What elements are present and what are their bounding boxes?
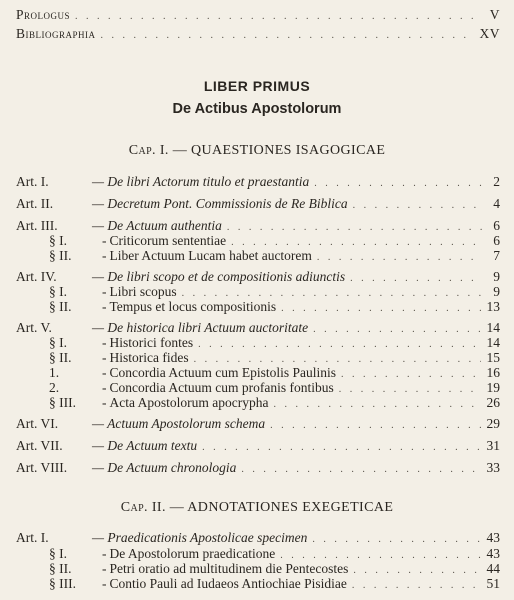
leader-dots <box>273 395 480 413</box>
chapter-heading-2 <box>0 500 514 516</box>
entry-page: 4 <box>493 196 500 211</box>
toc-entry-bibliographia <box>16 26 500 44</box>
entry-title: — Decretum Pont. Commissionis de Re Biblica <box>92 196 348 211</box>
entry-title: — De libri scopo et de compositionis adiunctis <box>92 269 346 284</box>
entry-title: Historici fontes <box>109 335 194 350</box>
article-number: Art. V. <box>16 320 52 335</box>
section-number: § II. <box>49 248 72 263</box>
chapter-title: — QUAESTIONES ISAGOGICAE <box>172 143 386 158</box>
toc-article-entry <box>16 438 500 456</box>
entry-title: — Praedicationis Apostolicae specimen <box>92 530 308 545</box>
entry-title: Libri scopus <box>109 284 177 299</box>
article-number: Art. VIII. <box>16 460 68 475</box>
leader-dots <box>314 174 482 192</box>
toc-section-entry <box>16 395 500 413</box>
section-number: § I. <box>49 546 67 561</box>
separator-dash: - <box>102 395 107 410</box>
leader-dots <box>352 576 481 594</box>
chapter-title: — ADNOTATIONES EXEGETICAE <box>169 500 394 515</box>
entry-page: 2 <box>493 174 500 189</box>
entry-title: — De libri Actorum titulo et praestantia <box>92 174 310 189</box>
entry-title: — Actuum Apostolorum schema <box>92 416 266 431</box>
entry-title: De Apostolorum praedicatione <box>109 546 276 561</box>
section-number: § I. <box>49 233 67 248</box>
entry-page: 33 <box>486 460 500 475</box>
entry-title: Contio Pauli ad Iudaeos Antiochiae Pisidiae <box>109 576 347 591</box>
entry-page: XV <box>479 26 500 41</box>
toc-section-entry <box>16 299 500 317</box>
separator-dash: - <box>102 335 107 350</box>
entry-label: Prologus <box>16 7 71 22</box>
entry-title: Tempus et locus compositionis <box>109 299 277 314</box>
entry-page: 19 <box>486 380 500 395</box>
separator-dash: - <box>102 546 107 561</box>
article-number: Art. I. <box>16 174 49 189</box>
toc-section-entry <box>16 576 500 594</box>
entry-title: — De Actuum chronologia <box>92 460 237 475</box>
entry-page: 43 <box>486 546 500 561</box>
separator-dash: - <box>102 233 107 248</box>
section-number: § III. <box>49 576 76 591</box>
toc-article-entry <box>16 196 500 214</box>
separator-dash: - <box>102 350 107 365</box>
entry-page: 16 <box>486 365 500 380</box>
toc-section-entry <box>16 248 500 266</box>
leader-dots <box>281 299 480 317</box>
leader-dots <box>75 7 482 25</box>
article-number: Art. I. <box>16 530 49 545</box>
entry-title: Concordia Actuum cum profanis fontibus <box>109 380 334 395</box>
leader-dots <box>317 248 482 266</box>
entry-title: Criticorum sententiae <box>109 233 227 248</box>
entry-page: 14 <box>486 335 500 350</box>
section-number: § II. <box>49 561 72 576</box>
separator-dash: - <box>102 299 107 314</box>
leader-dots <box>101 26 474 44</box>
entry-title: — De historica libri Actuum auctoritate <box>92 320 309 335</box>
chapter-heading-1 <box>0 143 514 159</box>
section-number: § III. <box>49 395 76 410</box>
liber-title: LIBER PRIMUS <box>203 78 311 94</box>
section-number: § II. <box>49 299 72 314</box>
leader-dots <box>241 460 480 478</box>
entry-page: 6 <box>493 233 500 248</box>
entry-title: Concordia Actuum cum Epistolis Paulinis <box>109 365 336 380</box>
entry-page: 29 <box>486 416 500 431</box>
entry-page: 44 <box>486 561 500 576</box>
entry-title: Acta Apostolorum apocrypha <box>109 395 269 410</box>
entry-page: 13 <box>486 299 500 314</box>
chapter-label: Cap. II. <box>120 500 166 515</box>
section-number: 1. <box>49 365 60 380</box>
article-number: Art. III. <box>16 218 58 233</box>
leader-dots <box>353 196 482 214</box>
section-number: § II. <box>49 350 72 365</box>
entry-page: 14 <box>486 320 500 335</box>
separator-dash: - <box>102 365 107 380</box>
entry-page: 15 <box>486 350 500 365</box>
separator-dash: - <box>102 248 107 263</box>
toc-entry-prologus <box>16 7 500 25</box>
separator-dash: - <box>102 561 107 576</box>
section-number: 2. <box>49 380 60 395</box>
entry-page: 9 <box>493 284 500 299</box>
toc-article-entry <box>16 460 500 478</box>
entry-page: 7 <box>493 248 500 263</box>
article-number: Art. II. <box>16 196 54 211</box>
liber-subtitle: De Actibus Apostolorum <box>172 101 342 117</box>
article-number: Art. IV. <box>16 269 57 284</box>
chapter-label: Cap. I. <box>128 143 169 158</box>
entry-title: — De Actuum textu <box>92 438 198 453</box>
entry-title: Liber Actuum Lucam habet auctorem <box>109 248 312 263</box>
separator-dash: - <box>102 380 107 395</box>
article-number: Art. VII. <box>16 438 63 453</box>
entry-title: Petri oratio ad multitudinem die Pentecostes <box>109 561 349 576</box>
separator-dash: - <box>102 576 107 591</box>
leader-dots <box>270 416 480 434</box>
entry-title: — De Actuum authentia <box>92 218 222 233</box>
article-number: Art. VI. <box>16 416 59 431</box>
entry-page: V <box>489 7 500 22</box>
section-number: § I. <box>49 335 67 350</box>
entry-page: 51 <box>486 576 500 591</box>
leader-dots <box>202 438 480 456</box>
entry-page: 31 <box>486 438 500 453</box>
section-number: § I. <box>49 284 67 299</box>
toc-article-entry <box>16 174 500 192</box>
toc-article-entry <box>16 416 500 434</box>
entry-page: 26 <box>486 395 500 410</box>
entry-page: 6 <box>493 218 500 233</box>
entry-label: Bibliographia <box>16 26 96 41</box>
entry-title: Historica fides <box>109 350 189 365</box>
entry-page: 9 <box>493 269 500 284</box>
entry-page: 43 <box>486 530 500 545</box>
separator-dash: - <box>102 284 107 299</box>
